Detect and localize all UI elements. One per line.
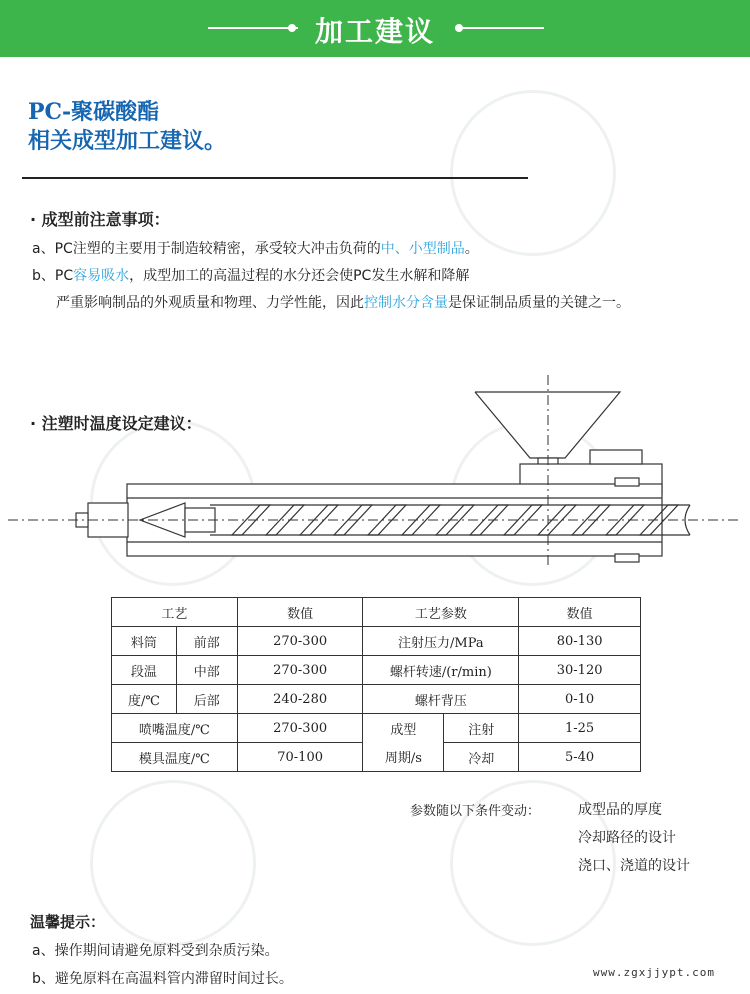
note-b2-text: 严重影响制品的外观质量和物理、力学性能，因此 — [56, 295, 364, 311]
tip-b: b、避免原料在高温料管内滞留时间过长。 — [32, 971, 293, 987]
pressure-value: 80-130 — [519, 627, 641, 656]
note-b-end: ，成型加工的高温过程的水分还会使PC发生水解和降解 — [129, 268, 470, 284]
inject-label: 注射 — [444, 714, 519, 743]
heater-pad-bottom — [615, 554, 639, 562]
conditions-label: 参数随以下条件变动： — [410, 804, 541, 819]
section-temperature-title: · 注塑时温度设定建议： — [30, 414, 202, 433]
note-b2-end: 是保证制品质量的关键之一。 — [448, 295, 630, 311]
injection-screw-diagram — [0, 370, 750, 570]
condition-item: 浇口、浇道的设计 — [578, 858, 690, 874]
cool-label: 冷却 — [444, 743, 519, 772]
heading-divider — [22, 177, 528, 179]
rear-label: 后部 — [176, 685, 237, 714]
pressure-label: 注射压力/MPa — [363, 627, 519, 656]
cycle-label-1: 成型 — [363, 714, 444, 743]
note-a-end: 。 — [464, 241, 479, 257]
back-pressure-label: 螺杆背压 — [363, 685, 519, 714]
table-row — [112, 627, 641, 656]
header-line-right — [460, 27, 544, 29]
back-pressure-value: 0-10 — [519, 685, 641, 714]
heater-pad-top — [615, 478, 639, 486]
cycle-label-2: 周期/s — [363, 743, 444, 772]
note-b-text: b、PC — [32, 268, 74, 284]
nozzle-label: 喷嘴温度/℃ — [112, 714, 238, 743]
section-pre-molding-title: · 成型前注意事项： — [30, 210, 170, 229]
mold-value: 70-100 — [237, 743, 363, 772]
table-row — [112, 656, 641, 685]
barrel-label-3: 度/℃ — [112, 685, 177, 714]
note-b-highlight: 容易吸水 — [73, 268, 130, 284]
cool-value: 5-40 — [519, 743, 641, 772]
note-b — [32, 265, 469, 285]
header-param: 工艺参数 — [363, 598, 519, 627]
watermark-url: www.zgxjjypt.com — [593, 966, 715, 979]
middle-label: 中部 — [176, 656, 237, 685]
note-a-highlight: 中、小型制品 — [380, 241, 465, 257]
header-value-2: 数值 — [519, 598, 641, 627]
watermark-stamp — [90, 780, 256, 946]
front-value: 270-300 — [237, 627, 363, 656]
condition-item: 成型品的厚度 — [578, 802, 662, 818]
tips-title: 温馨提示： — [30, 913, 106, 931]
table-row — [112, 685, 641, 714]
heading-line-2: 相关成型加工建议。 — [28, 128, 227, 154]
note-a-text: a、PC注塑的主要用于制造较精密，承受较大冲击负荷的 — [32, 241, 381, 257]
speed-value: 30-120 — [519, 656, 641, 685]
rear-value: 240-280 — [237, 685, 363, 714]
header-title: 加工建议 — [314, 15, 435, 48]
feed-block — [590, 450, 642, 464]
header-process: 工艺 — [112, 598, 238, 627]
nozzle-value: 270-300 — [237, 714, 363, 743]
parameter-table — [111, 597, 641, 772]
front-label: 前部 — [176, 627, 237, 656]
middle-value: 270-300 — [237, 656, 363, 685]
table-row — [112, 598, 641, 627]
heading-line-1: PC-聚碳酸酯 — [28, 99, 160, 125]
mold-label: 模具温度/℃ — [112, 743, 238, 772]
note-a — [32, 238, 479, 258]
table-row — [112, 743, 641, 772]
note-b-continued — [56, 292, 630, 312]
header-banner — [0, 0, 750, 57]
barrel-label-1: 料筒 — [112, 627, 177, 656]
table-row — [112, 714, 641, 743]
barrel-label-2: 段温 — [112, 656, 177, 685]
header-value: 数值 — [237, 598, 363, 627]
speed-label: 螺杆转速/(r/min) — [363, 656, 519, 685]
watermark-stamp — [450, 90, 616, 256]
tip-a: a、操作期间请避免原料受到杂质污染。 — [32, 943, 279, 959]
condition-item: 冷却路径的设计 — [578, 830, 676, 846]
note-b2-highlight: 控制水分含量 — [364, 295, 448, 311]
inject-value: 1-25 — [519, 714, 641, 743]
